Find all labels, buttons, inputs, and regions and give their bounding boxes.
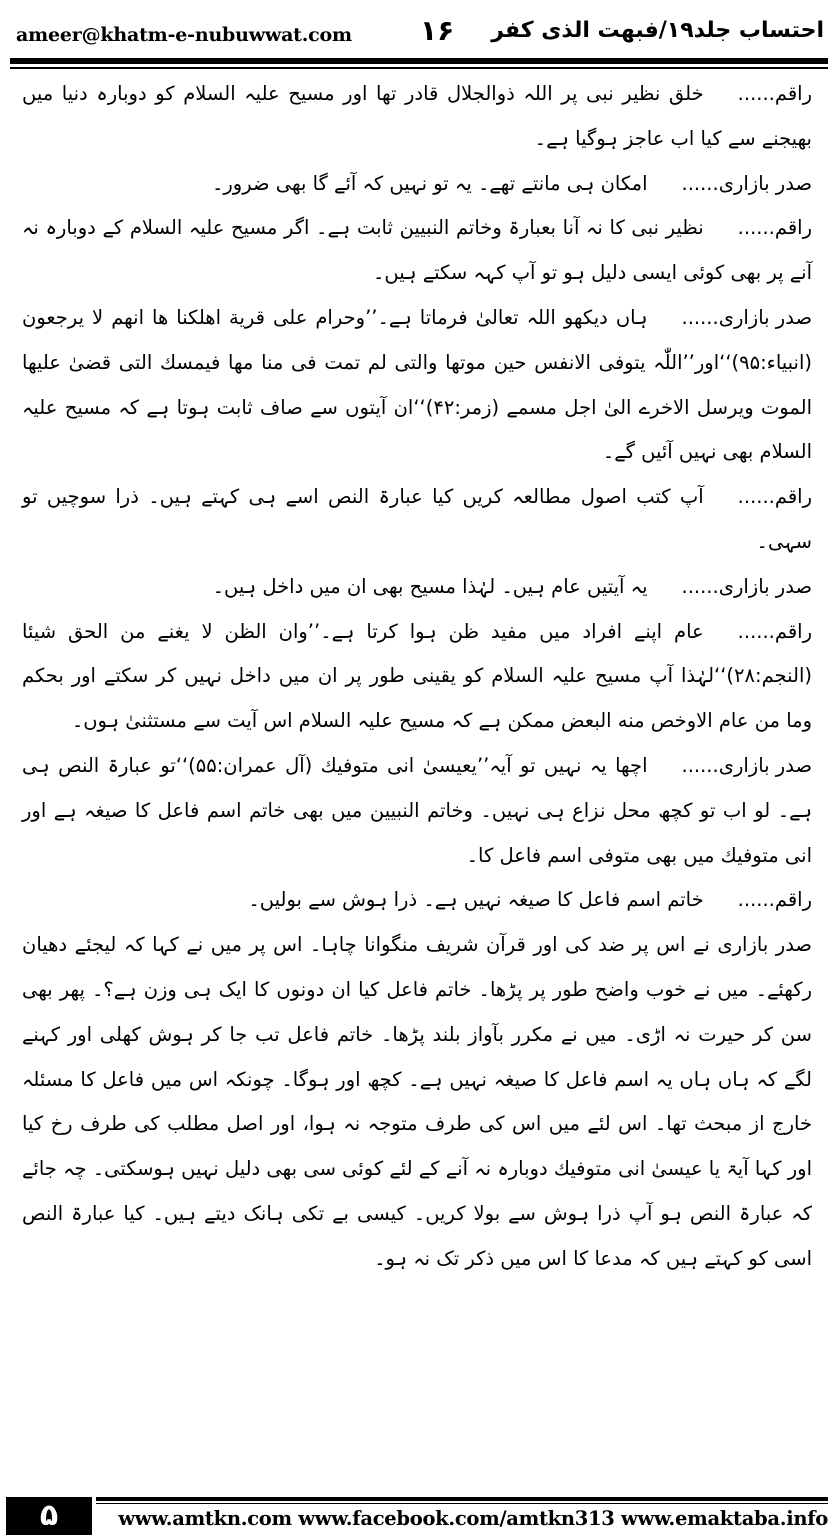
paragraph-text: آپ کتب اصول مطالعہ کریں کیا عبارۃ النص اسے ہی کہتے ہیں۔ ذرا سوچیں تو سہی۔ xyxy=(22,485,812,553)
paragraph-4 xyxy=(22,296,812,475)
paragraph-text: یہ آیتیں عام ہیں۔ لہٰذا مسیح بھی ان میں داخل ہیں۔ xyxy=(212,574,648,598)
paragraph-10 xyxy=(22,923,812,1281)
header-book-title: احتساب جلد۱۹/فبهت الذی کفر xyxy=(491,18,824,43)
page-header xyxy=(10,12,828,52)
paragraph-text: امکان ہی مانتے تھے۔ یہ تو نہیں کہ آئے گا بھی ضرور۔ xyxy=(211,171,648,195)
paragraph-text: اچھا یہ نہیں تو آیہ’’یعیسیٰ انی متوفیك (آل عمران:۵۵)‘‘تو عبارۃ النص ہی ہے۔ لو اب تو کچھ محل نزاع ہی نہیں۔ وخاتم النبیین میں بھی خاتم اسم فاعل کا صیغہ ہے اور انی متوفیك میں بھی متوفی اسم فاعل کا۔ xyxy=(22,753,812,867)
footer-page-box: ۵ xyxy=(6,1497,92,1535)
speaker-label: صدر بازاری...... xyxy=(681,171,812,195)
speaker-label: راقم...... xyxy=(737,619,812,643)
paragraph-text: صدر بازاری نے اس پر ضد کی اور قرآن شریف منگوانا چاہا۔ اس پر میں نے کہا کہ لیجئے دھیان رکھئے۔ میں نے خوب واضح طور پر پڑھا۔ خاتم فاعل کیا ان دونوں کا ایک ہی وزن ہے؟۔ پھر بھی سن کر حیرت نہ اڑی۔ میں نے مکرر بآواز بلند پڑھا۔ خاتم فاعل تب جا کر ہوش کھلی اور کہنے لگے کہ ہاں ہاں یہ اسم فاعل کا صیغہ نہیں ہے۔ کچھ اور ہوگا۔ چونکہ اس میں فاعل کا مسئلہ خارج از مبحث تھا۔ اس لئے میں اس کی طرف متوجہ نہ ہوا، اور اصل مطلب کی طرف رخ کیا اور کہا آیۃ یا عیسیٰ انی متوفیك دوبارہ نہ آنے کے لئے کوئی سی بھی دلیل نہیں ہوسکتی۔ چہ جائے کہ عبارۃ النص ہو آپ ذرا ہوش سے بولا کریں۔ کیسی بے تکی ہانک دیتے ہیں۔ کیا عبارۃ النص اسی کو کہتے ہیں کہ مدعا کا اس میں ذکر تک نہ ہو۔ xyxy=(22,933,812,1270)
footer-rule-thin xyxy=(96,1503,828,1504)
paragraph-6 xyxy=(22,565,812,610)
paragraph-text: نظیر نبی کا نہ آنا بعبارۃ وخاتم النبیین ثابت ہے۔ اگر مسیح علیہ السلام کے دوبارہ نہ آنے پر بھی کوئی ایسی دلیل ہو تو آپ کہہ سکتے ہیں۔ xyxy=(22,216,812,285)
paragraph-text: ہاں دیکھو اللہ تعالیٰ فرماتا ہے۔’’وحرام علی قریة اھلکنا ھا انھم لا یرجعون (انبیاء:۹۵)‘‘اور’’اللّٰہ یتوفی الانفس حین موتھا والتی لم تمت فی منا مھا فیمسك التی قضیٰ علیھا الموت ویرسل الاخرے الیٰ اجل مسمے (زمر:۴۲)‘‘ان آیتوں سے صاف ثابت ہوتا ہے کہ مسیح علیہ السلام بھی نہیں آئیں گے۔ xyxy=(22,305,813,464)
paragraph-2 xyxy=(22,162,812,207)
speaker-label: راقم...... xyxy=(737,216,812,240)
speaker-label: صدر بازاری...... xyxy=(681,305,812,329)
header-rule-thick xyxy=(10,58,828,64)
footer-rule-thick xyxy=(96,1497,828,1501)
paragraph-text: خلق نظیر نبی پر اللہ ذوالجلال قادر تھا اور مسیح علیہ السلام کو دوبارہ دنیا میں بھیجنے سے کیا اب عاجز ہوگیا ہے۔ xyxy=(22,82,812,150)
paragraph-3 xyxy=(22,206,812,296)
paragraph-1 xyxy=(22,72,812,162)
dialogue-body xyxy=(22,72,812,1282)
speaker-label: صدر بازاری...... xyxy=(681,753,812,777)
header-page-number: ۱۶ xyxy=(420,14,455,47)
speaker-label: راقم...... xyxy=(737,82,812,105)
paragraph-7 xyxy=(22,610,812,744)
footer-urls: www.amtkn.com www.facebook.com/amtkn313 www.emaktaba.info xyxy=(118,1507,828,1530)
speaker-label: صدر بازاری...... xyxy=(681,574,812,598)
speaker-label: راقم...... xyxy=(737,485,812,509)
paragraph-text: عام اپنے افراد میں مفید ظن ہوا کرتا ہے۔’’وان الظن لا یغنے من الحق شیئا (النجم:۲۸)‘‘لہٰذا آپ مسیح علیہ السلام کو یقینی طور پر ان میں داخل نہیں کر سکتے اور بحکم وما من عام الاوخص منه البعض ممکن ہے کہ مسیح علیہ السلام اس آیت سے مستثنیٰ ہوں۔ xyxy=(22,619,812,733)
paragraph-8 xyxy=(22,744,812,878)
paragraph-text: خاتم اسم فاعل کا صیغہ نہیں ہے۔ ذرا ہوش سے بولیں۔ xyxy=(248,888,704,912)
paragraph-5 xyxy=(22,475,812,565)
paragraph-9 xyxy=(22,878,812,923)
header-rule-thin xyxy=(10,67,828,69)
header-email: ameer@khatm-e-nubuwwat.com xyxy=(16,24,352,46)
speaker-label: راقم...... xyxy=(737,888,812,912)
page-footer xyxy=(0,1491,840,1537)
